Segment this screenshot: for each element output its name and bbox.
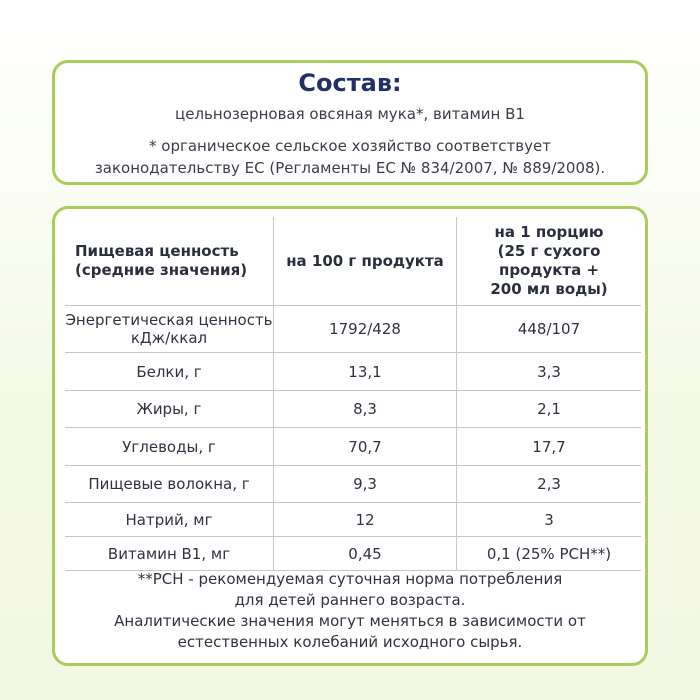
row-per-100g: 0,45	[273, 537, 456, 570]
row-per-portion: 448/107	[456, 306, 641, 352]
header-per-100g: на 100 г продукта	[273, 217, 456, 305]
row-name: Белки, г	[136, 362, 202, 381]
row-name: Пищевые волокна, г	[88, 475, 250, 493]
composition-title: Состав:	[298, 69, 402, 97]
footnote-line-3: Аналитические значения могут меняться в зависимости от	[114, 612, 586, 630]
table-row	[65, 353, 641, 391]
composition-panel	[52, 60, 648, 185]
row-per-100g: 1792/428	[273, 306, 456, 352]
row-name: Углеводы, г	[122, 437, 216, 456]
row-name: Энергетическая ценность кДж/ккал	[65, 311, 273, 347]
row-per-portion: 0,1 (25% РСН**)	[456, 537, 641, 570]
nutrition-panel	[52, 206, 648, 666]
table-row	[65, 428, 641, 466]
footnote-line-2: для детей раннего возраста.	[234, 591, 466, 609]
row-per-portion: 17,7	[456, 428, 641, 465]
table-header-row	[65, 217, 641, 306]
row-per-portion: 3,3	[456, 353, 641, 390]
row-name: Жиры, г	[136, 400, 202, 418]
table-row	[65, 503, 641, 537]
table-row	[65, 466, 641, 503]
table-row	[65, 391, 641, 428]
row-name: Натрий, мг	[125, 510, 213, 529]
footnote-line-1: **РСН - рекомендуемая суточная норма потребления	[137, 570, 563, 588]
footnote-line-4: естественных колебаний исходного сырья.	[177, 633, 523, 651]
row-per-100g: 8,3	[273, 391, 456, 427]
row-per-100g: 13,1	[273, 353, 456, 390]
row-per-portion: 2,1	[456, 391, 641, 427]
table-row	[65, 537, 641, 571]
header-nutrition-value: Пищевая ценность (средние значения)	[75, 242, 248, 279]
row-per-portion: 2,3	[456, 466, 641, 502]
table-row	[65, 306, 641, 353]
row-per-100g: 12	[273, 503, 456, 536]
organic-note-line-1: * органическое сельское хозяйство соответствует	[149, 137, 551, 155]
row-name: Витамин В1, мг	[107, 544, 231, 563]
header-per-portion: на 1 порцию (25 г сухого продукта + 200 мл воды)	[456, 217, 641, 305]
row-per-portion: 3	[456, 503, 641, 536]
organic-note-line-2: законодательству ЕС (Регламенты ЕС № 834/2007, № 889/2008).	[94, 159, 606, 177]
row-per-100g: 70,7	[273, 428, 456, 465]
row-per-100g: 9,3	[273, 466, 456, 502]
ingredients-text: цельнозерновая овсяная мука*, витамин В1	[175, 105, 525, 123]
